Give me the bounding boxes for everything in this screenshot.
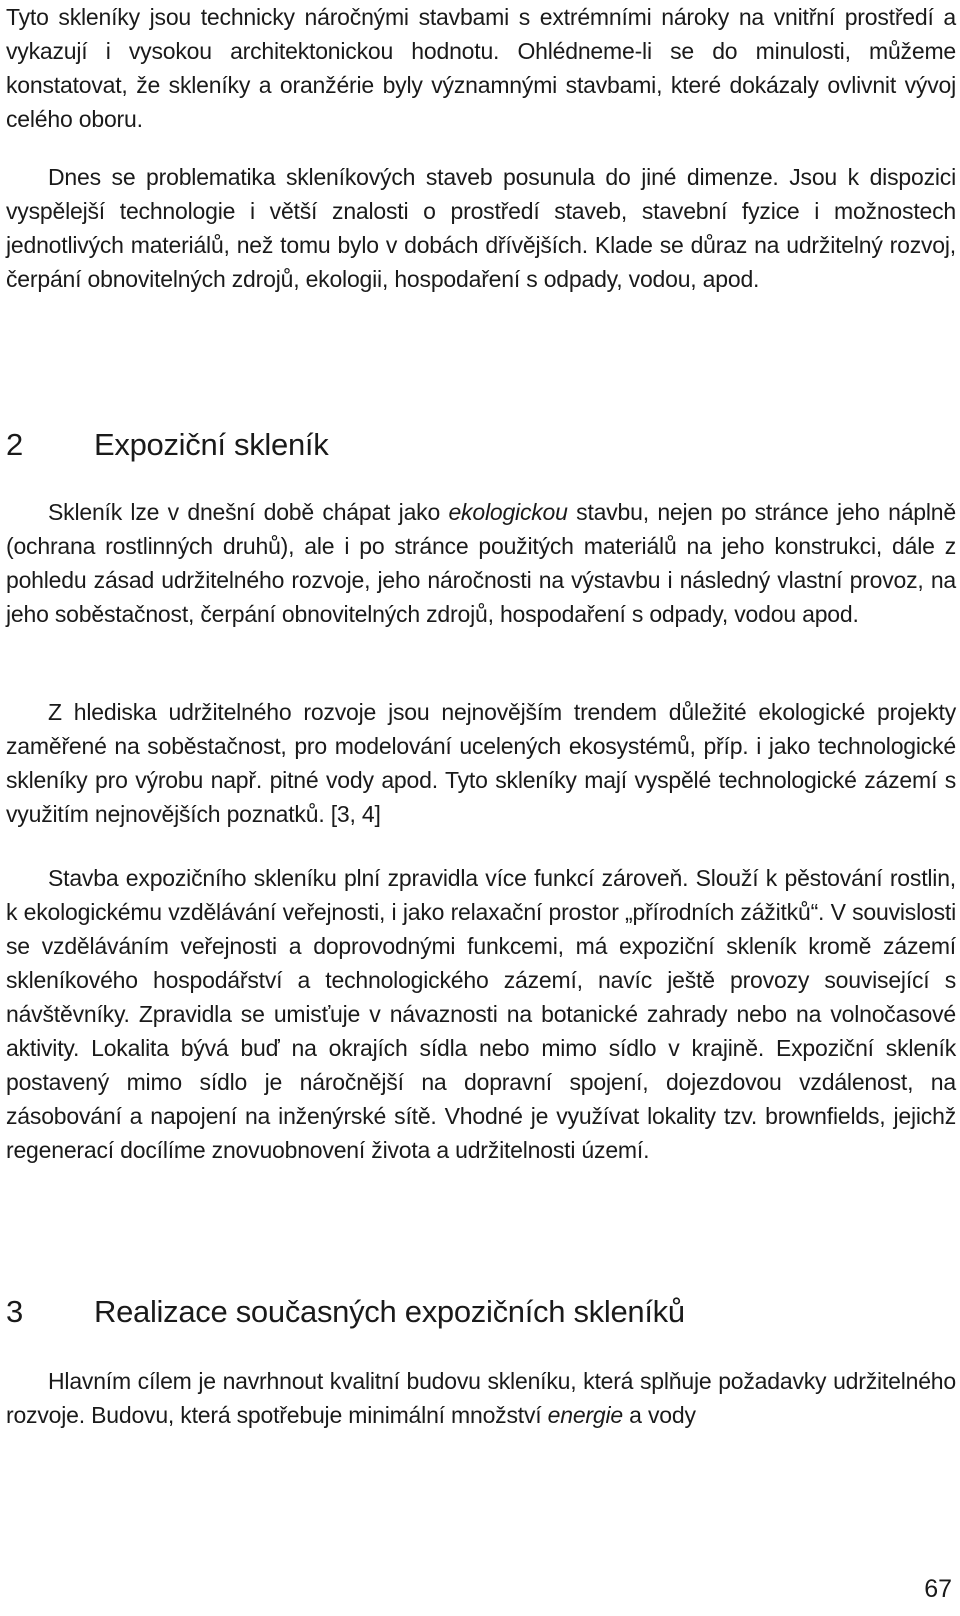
section-heading-3 xyxy=(6,1292,685,1332)
paragraph-modern-technology: Dnes se problematika skleníkových staveb posunula do jiné dimenze. Jsou k dispozici vyspělejší technologie i větší znalosti o prostředí staveb, stavební fyzice i možnostech jednotlivých materiálů, než tomu bylo v dobách dřívějších. Klade se důraz na udržitelný rozvoj, čerpání obnovitelných zdrojů, ekologii, hospodaření s odpady, vodou, apod. xyxy=(6,164,956,292)
paragraph-intro: Tyto skleníky jsou technicky náročnými stavbami s extrémními nároky na vnitřní prostředí a vykazují i vysokou architektonickou hodnotu. Ohlédneme-li se do minulosti, můžeme konstatovat, že skleníky a oranžérie byly významnými stavbami, které dokázaly ovlivnit vývoj celého oboru. xyxy=(6,4,956,132)
text-run: Skleník lze v dnešní době chápat jako xyxy=(48,499,449,525)
paragraph-sustainability-trends: Z hlediska udržitelného rozvoje jsou nejnovějším trendem důležité ekologické projekty zaměřené na soběstačnost, pro modelování ucelených ekosystémů, příp. i jako technologické skleníky pro výrobu např. pitné vody apod. Tyto skleníky mají vyspělé technologické zázemí s využitím nejnovějších poznatků. [3, 4] xyxy=(6,699,956,827)
paragraph-exposition-functions: Stavba expozičního skleníku plní zpravidla více funkcí zároveň. Slouží k pěstování rostlin, k ekologickému vzdělávání veřejnosti, i jako relaxační prostor „přírodních zážitků“. V souvislosti se vzděláváním veřejnosti a doprovodnými funkcemi, má expoziční skleník kromě zázemí skleníkového hospodářství a technologického zázemí, navíc ještě provozy související s návštěvníky. Zpravidla se umisťuje v návaznosti na botanické zahrady nebo na volnočasové aktivity. Lokalita bývá buď na okrajích sídla nebo mimo sídlo v krajině. Expoziční skleník postavený mimo sídlo je náročnější na dopravní spojení, dojezdovou vzdálenost, na zásobování a napojení na inženýrské sítě. Vhodné je využívat lokality tzv. brownfields, jejichž regenerací docílíme znovuobnovení života a udržitelnosti území. xyxy=(6,865,956,1163)
text-run: a vody xyxy=(622,1402,696,1428)
section-number: 3 xyxy=(6,1294,23,1329)
emphasis-text: energie xyxy=(547,1402,623,1428)
section-heading-2 xyxy=(6,425,328,465)
text-run: Hlavním cílem je navrhnout kvalitní budovu skleníku, která splňuje požadavky udržitelného rozvoje. Budovu, která spotřebuje minimální množství xyxy=(6,1368,956,1428)
page-number: 67 xyxy=(924,1575,952,1603)
document-page xyxy=(6,0,956,1616)
emphasis-text: ekologickou xyxy=(448,499,568,525)
section-number: 2 xyxy=(6,427,23,462)
text-run: stavbu, nejen po stránce jeho náplně (ochrana rostlinných druhů), ale i po stránce použitých materiálů na jeho konstrukci, dále z pohledu zásad udržitelného rozvoje, jeho náročnosti na výstavbu i následný vlastní provoz, na jeho soběstačnost, čerpání obnovitelných zdrojů, hospodaření s odpady, vodou apod. xyxy=(6,499,956,627)
paragraph-ecological-greenhouse xyxy=(6,495,956,631)
section-title: Realizace současných expozičních skleníků xyxy=(94,1294,685,1329)
section-title: Expoziční skleník xyxy=(94,427,329,462)
paragraph-main-goal xyxy=(6,1364,956,1432)
